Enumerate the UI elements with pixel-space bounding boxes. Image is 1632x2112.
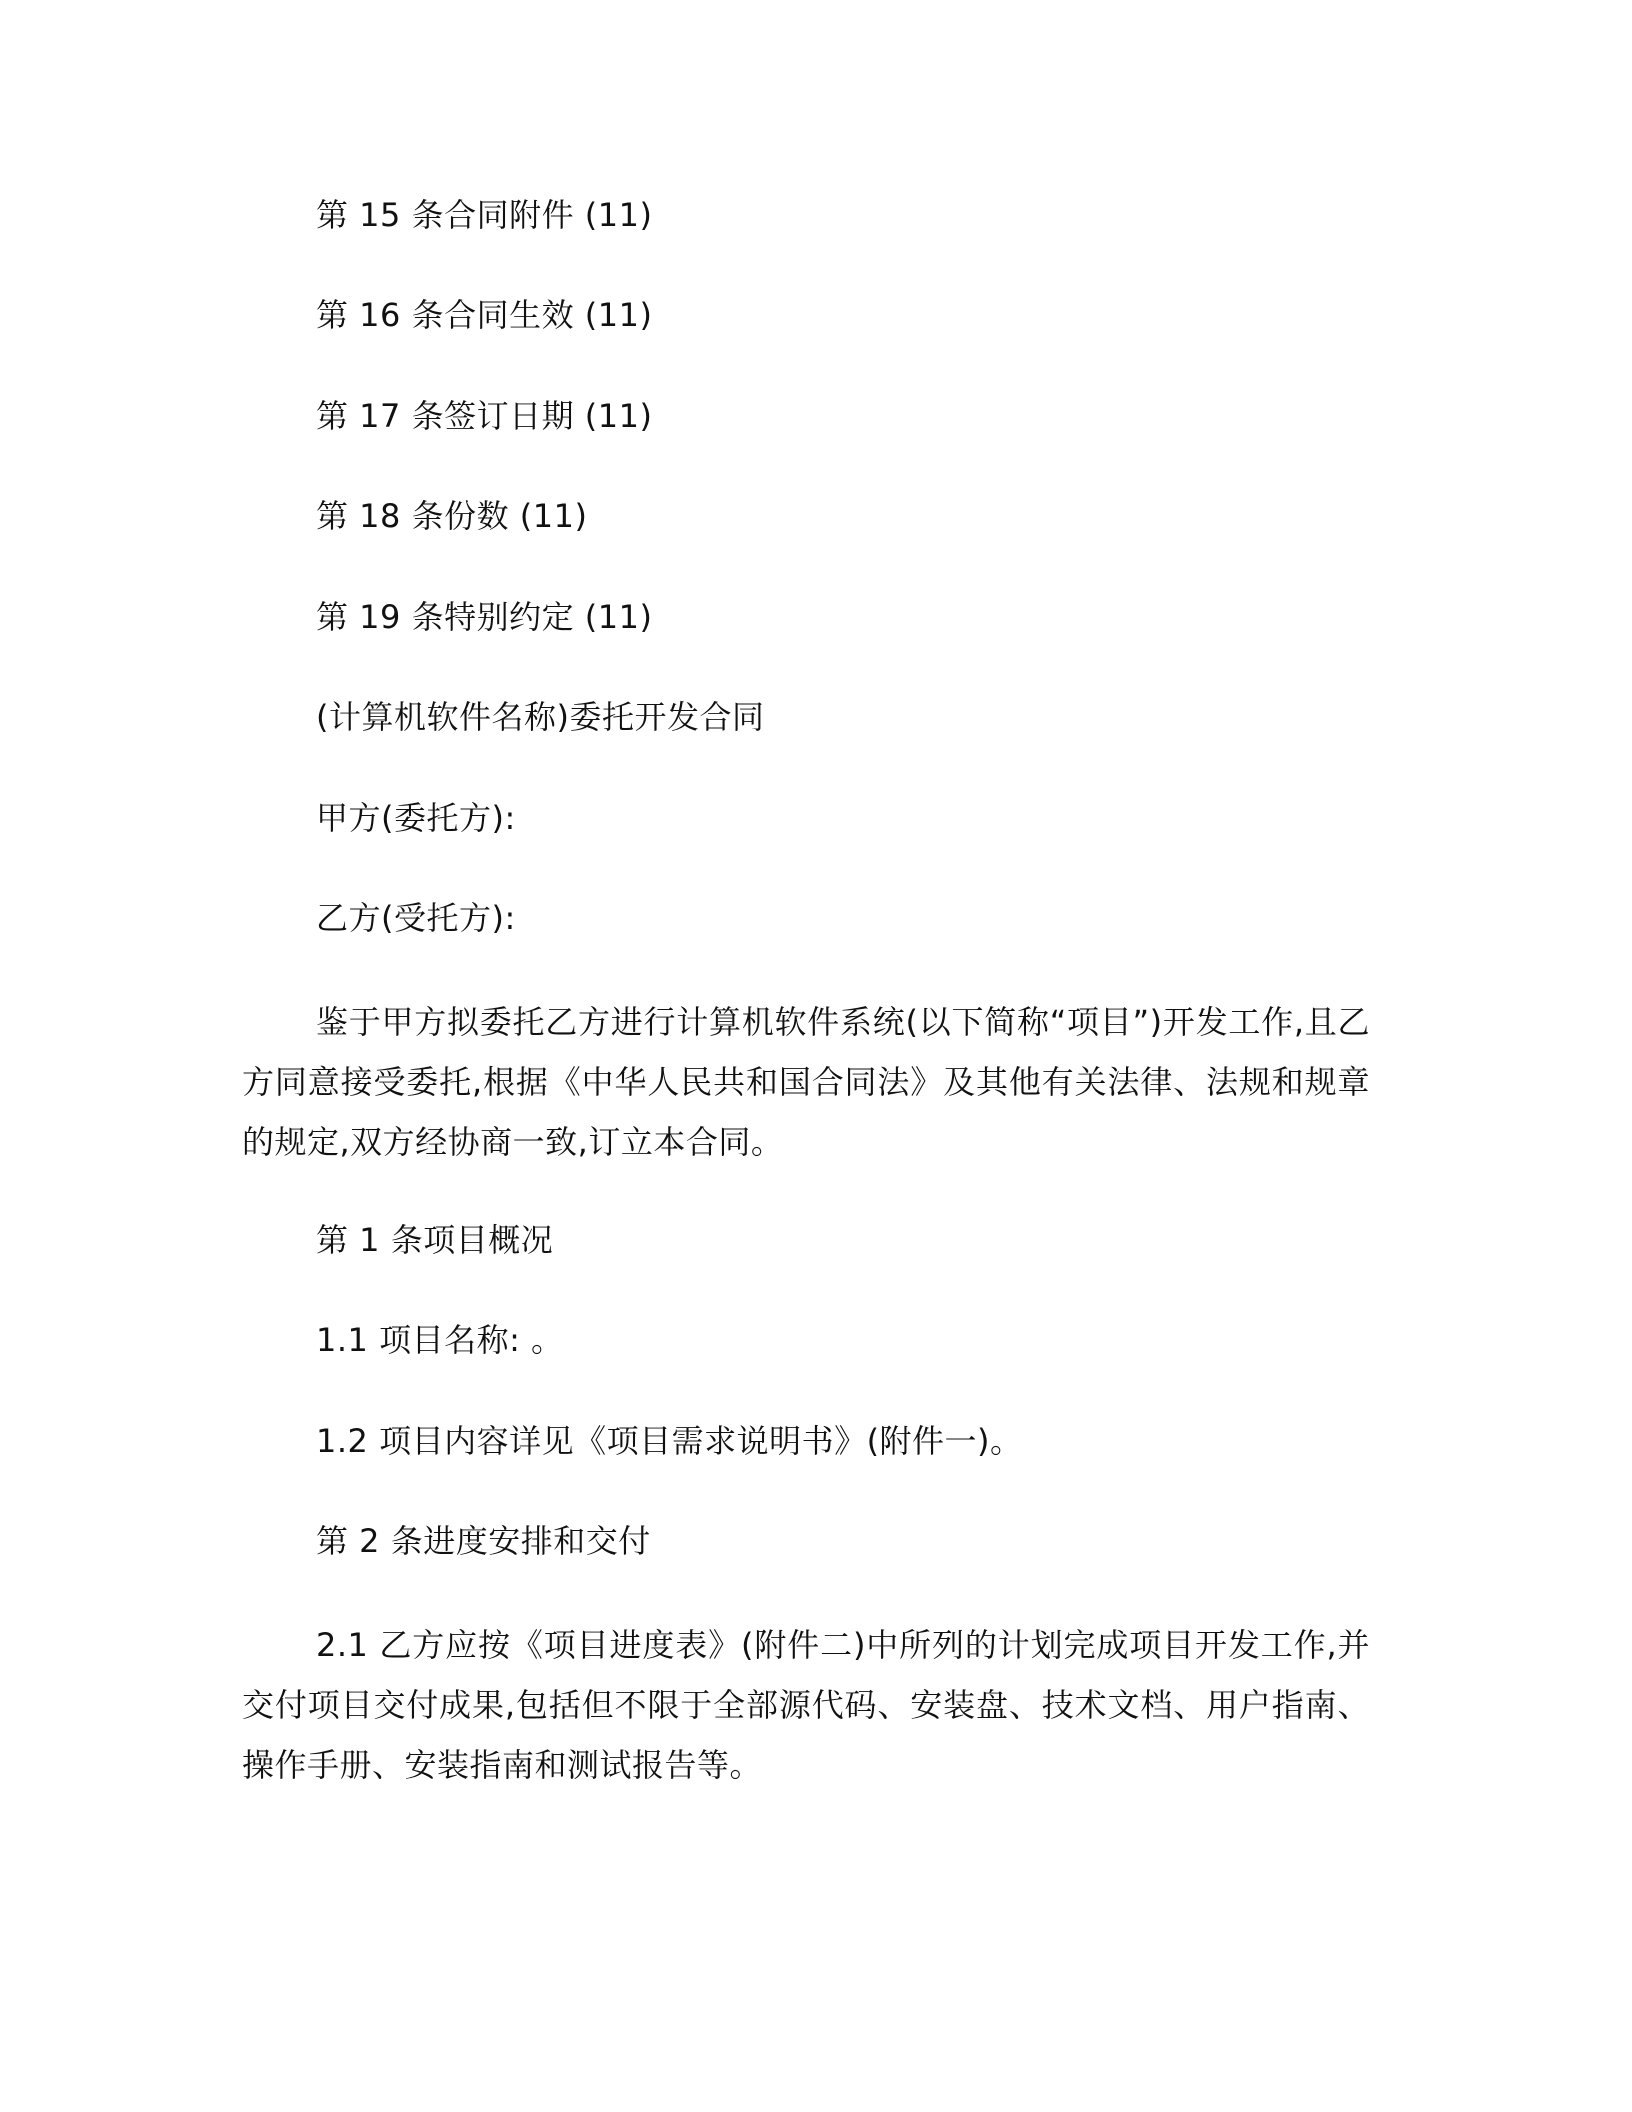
party-a-label: 甲方(委托方): xyxy=(316,799,516,837)
preamble-paragraph: 鉴于甲方拟委托乙方进行计算机软件系统(以下简称“项目”)开发工作,且乙方同意接受委托,根据《中华人民共和国合同法》及其他有关法律、法规和规章的规定,双方经协商一致,订立本合同。 xyxy=(242,1003,1370,1161)
article-1-item-2: 1.2 项目内容详见《项目需求说明书》(附件一)。 xyxy=(316,1422,1023,1460)
article-2-heading: 第 2 条进度安排和交付 xyxy=(316,1522,651,1560)
toc-entry-15: 第 15 条合同附件 (11) xyxy=(316,196,653,234)
article-1-item-1: 1.1 项目名称: 。 xyxy=(316,1321,564,1359)
party-b-label: 乙方(受托方): xyxy=(316,899,516,937)
toc-entry-16: 第 16 条合同生效 (11) xyxy=(316,296,653,334)
toc-entry-18: 第 18 条份数 (11) xyxy=(316,497,588,535)
toc-entry-17: 第 17 条签订日期 (11) xyxy=(316,397,653,435)
toc-entry-19: 第 19 条特别约定 (11) xyxy=(316,598,653,636)
article-1-heading: 第 1 条项目概况 xyxy=(316,1221,554,1259)
article-2-item-1: 2.1 乙方应按《项目进度表》(附件二)中所列的计划完成项目开发工作,并交付项目交付成果,包括但不限于全部源代码、安装盘、技术文档、用户指南、操作手册、安装指南和测试报告等。 xyxy=(242,1626,1370,1784)
contract-title: (计算机软件名称)委托开发合同 xyxy=(316,698,765,736)
